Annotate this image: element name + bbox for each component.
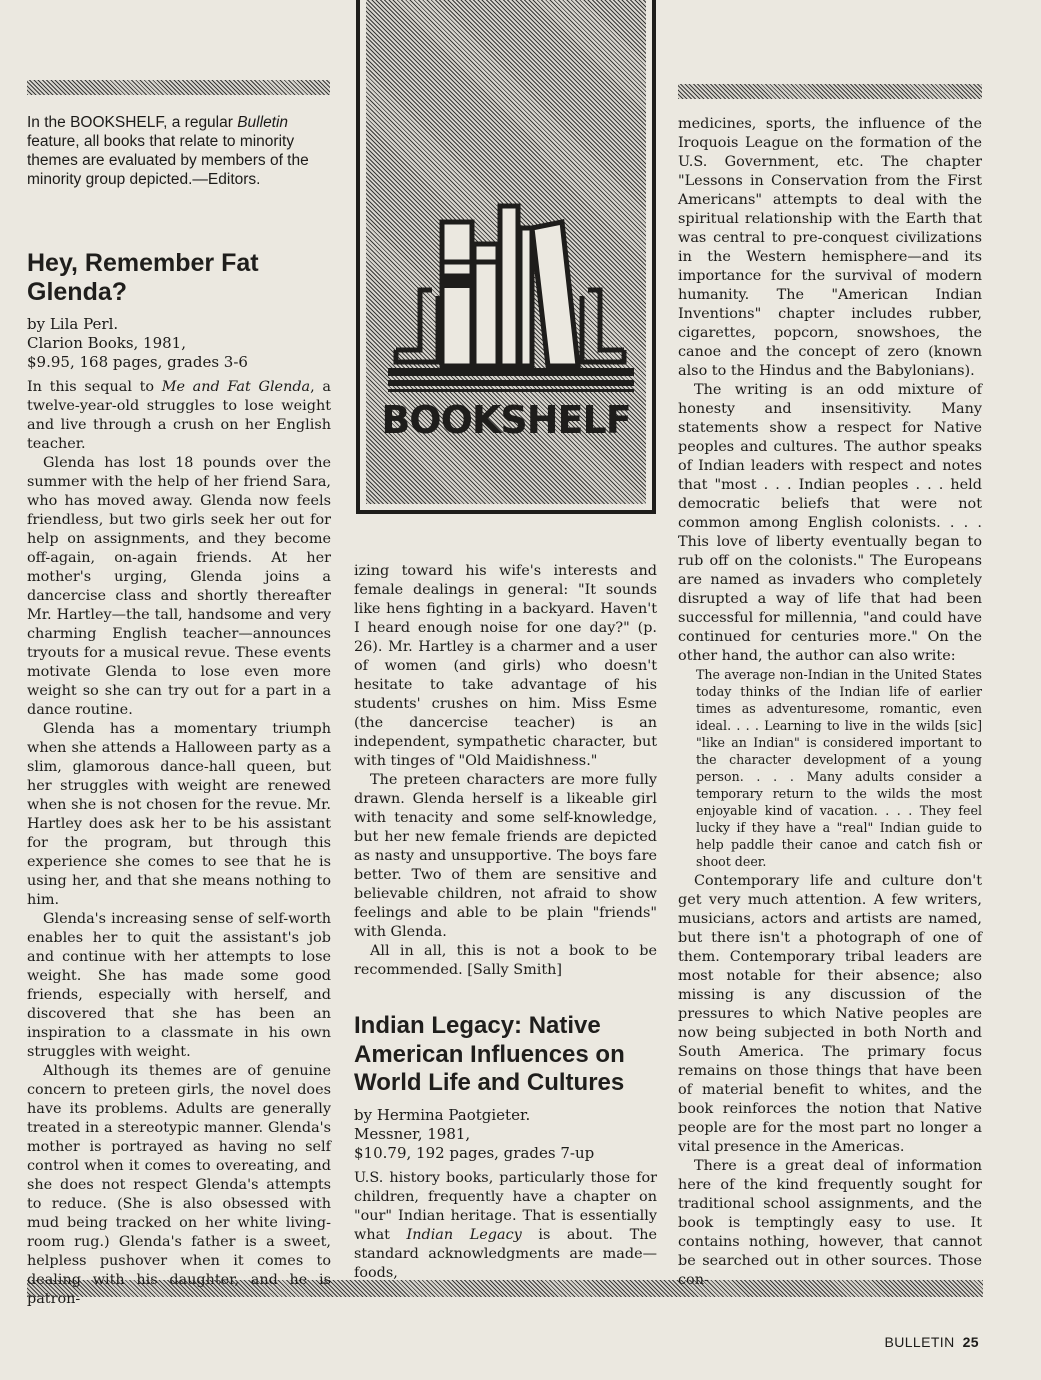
review1-author: by Lila Perl.: [27, 315, 119, 333]
review2-para: The writing is an odd mixture of honesty and insensitivity. Many statements show a respect for Native peoples and cultures. The author speaks of Indian leaders with respect and notes that "most . . . Indian peoples . . . held democratic beliefs that were not common among English colonists. . . . This love of liberty eventually began to rub off on the colonists." The Europeans are named as invaders who completely disrupted a way of life that had been successful for millennia, "and could have continued for centuries more." On the other hand, the author can also write:: [678, 382, 982, 664]
review1-details: $9.95, 168 pages, grades 3-6: [27, 353, 248, 371]
review1-body: [27, 378, 331, 1309]
right-column: [678, 115, 982, 1290]
middle-column: [354, 562, 657, 1283]
review1-para: Glenda has lost 18 pounds over the summer with the help of her friend Sara, who has moved away. Glenda now feels friendless, but two girls seek her out for help on assignments, and they become off-again, on-again friends. At her mother's urging, Glenda joins a dancercise class and shortly thereafter Mr. Hartley—the tall, handsome and very charming English teacher—announces tryouts for a musical revue. These events motivate Glenda to lose even more weight so she can try out for a part in a dance routine.: [27, 455, 331, 718]
review2-body-continued: [678, 115, 982, 1290]
left-column: [27, 113, 331, 1309]
review2-meta: [354, 1106, 657, 1163]
bookshelf-logo-box: [356, 0, 656, 514]
review1-para: Although its themes are of genuine concern to preteen girls, the novel does have its problems. Adults are generally treated in a stereotypic manner. Glenda's mother is portrayed as having no self control when it comes to overeating, and she does not respect Glenda's attempts to reduce. (She is also obsessed with mud being tracked on her white living-room rug.) Glenda's father is a sweet, helpless pushover when it comes to dealing with his daughter, and he is patron-: [27, 1063, 331, 1307]
review1-para: Glenda has a momentary triumph when she attends a Halloween party as a slim, glamorous dance-hall queen, but her struggles with weight are renewed when she is not chosen for the revue. Mr. Hartley does ask her to be his assistant for the program, but through this experience she comes to see that he is using her, and that she means nothing to him.: [27, 721, 331, 908]
bookshelf-intro: [27, 113, 331, 189]
intro-italic: Bulletin: [237, 114, 289, 131]
review2-body: [354, 1169, 657, 1283]
review2-para1-italic: Indian Legacy: [406, 1226, 522, 1243]
review2-title: Indian Legacy: Native American Influences on World Life and Cultures: [354, 1012, 625, 1096]
review2-details: $10.79, 192 pages, grades 7-up: [354, 1143, 595, 1162]
review1-title: Hey, Remember Fat Glenda?: [27, 249, 259, 306]
review1-para: Glenda's increasing sense of self-worth enables her to quit the assistant's job and continue with her attempts to lose weight. She has made some good friends, especially with herself, and discovered that she has been an inspiration to a classmate in his own struggles with weight.: [27, 911, 331, 1060]
footer-label: BULLETIN: [884, 1334, 955, 1350]
review1-publisher: Clarion Books, 1981,: [27, 334, 186, 352]
review1-para1-start: In this sequal to: [27, 379, 162, 395]
review1-para: All in all, this is not a book to be recommended. [Sally Smith]: [354, 943, 657, 978]
review2-para: [354, 1169, 657, 1283]
review2-para1-start: U.S. history books, particularly those for children, frequently have a chapter on "our" Indian heritage. That is essentially what: [354, 1169, 657, 1243]
review1-para: izing toward his wife's interests and female dealings in general: "It sounds like hens fighting in a backyard. Haven't I heard enough noise for one day?" (p. 26). Mr. Hartley is a charmer and a user of women (and girls) who doesn't hesitate to take advantage of his students' crushes on him. Miss Esme (the dancercise teacher) is an independent, sympathetic character, but with tinges of "Old Maidishness.": [354, 563, 657, 769]
review1-meta: [27, 315, 331, 372]
bookshelf-logo-text: BOOKSHELF: [381, 398, 631, 442]
review2-para: medicines, sports, the influence of the Iroquois League on the formation of the U.S. Government, etc. The chapter "Lessons in Conservation from the First Americans" attempts to deal with the spiritual relationship with the Earth that was central to pre-conquest civilizations in the Western hemisphere—and its importance for the survival of modern humanity. The "American Indian Inventions" chapter includes rubber, cigarettes, popcorn, snowshoes, the canoe and the concept of zero (known also to the Hindus and the Babylonians).: [678, 116, 982, 379]
review1-para1-end: , a twelve-year-old struggles to lose weight and live through a crush on her English teacher.: [27, 379, 331, 452]
review1-para: The preteen characters are more fully drawn. Glenda herself is a likeable girl with tenacity and some self-knowledge, but her new female friends are depicted as nasty and unsupportive. The boys fare better. Two of them are sensitive and believable children, not afraid to show feelings and able to be plain "friends" with Glenda.: [354, 772, 657, 940]
review2-para: There is a great deal of information here of the kind frequently sought for traditional school assignments, and the book is temptingly easy to use. It contains nothing, however, that cannot be searched out in other sources. Those con-: [678, 1158, 982, 1288]
review1-body-continued: [354, 562, 657, 980]
review2-author: by Hermina Paotgieter.: [354, 1105, 531, 1124]
review1-para1-italic: Me and Fat Glenda: [161, 379, 311, 395]
review2-para: Contemporary life and culture don't get very much attention. A few writers, musicians, actors and artists are named, but there isn't a photograph of one of them. Contemporary tribal leaders are most notable for their absence; also missing is any discussion of the pressures to which Native peoples are now being subjected in both North and South America. The primary focus remains on those things that have been of material benefit to whites, and the book reinforces the notion that Native people are for the most part no longer a vital presence in the Americas.: [678, 873, 982, 1155]
review2-para1-end: is about. The standard acknowledgments are made—foods,: [354, 1226, 657, 1281]
intro-text-start: In the BOOKSHELF, a regular: [27, 114, 238, 131]
logo-hatched-panel: [366, 0, 646, 504]
top-rule-right: [678, 84, 982, 99]
review2-publisher: Messner, 1981,: [354, 1124, 471, 1143]
review1-para: [27, 378, 331, 454]
intro-text-end: feature, all books that relate to minority themes are evaluated by members of the minority group depicted.—Editors.: [27, 133, 309, 188]
top-rule-left: [27, 80, 330, 95]
page-footer: [885, 1334, 980, 1350]
page-number: 25: [962, 1334, 979, 1350]
review2-blockquote: The average non-Indian in the United States today thinks of the Indian life of earlier times as adventuresome, romantic, even ideal. . . . Learning to live in the wilds [sic] "like an Indian" is considered important to the character development of a young person. . . . Many adults consider a temporary return to the wilds the most enjoyable kind of vacation. . . . They feel lucky if they have a "real" Indian guide to help paddle their canoe and catch fish or shoot deer.: [696, 667, 982, 869]
